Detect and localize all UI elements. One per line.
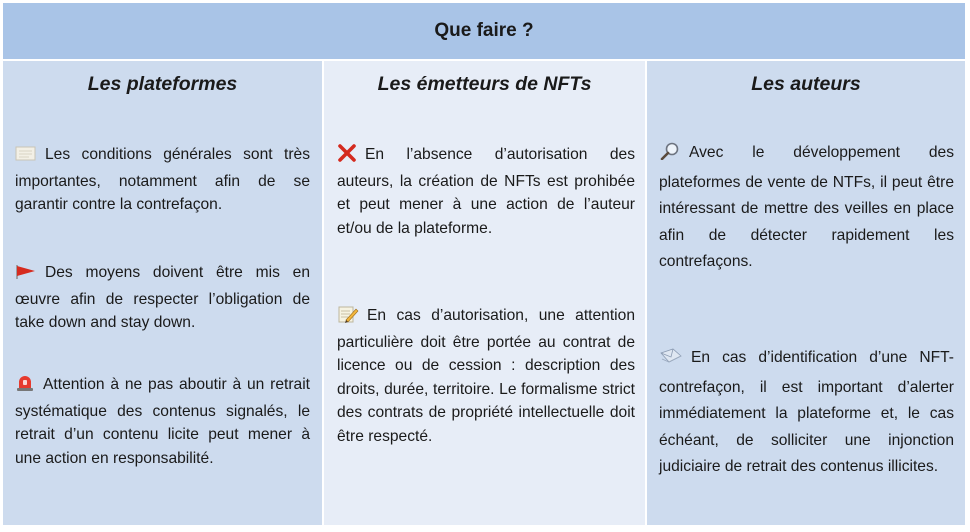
alarm-light-icon — [15, 374, 35, 400]
table-title: Que faire ? — [434, 20, 534, 41]
column-platforms — [3, 61, 322, 525]
red-flag-icon — [15, 264, 37, 288]
recommendations-table — [3, 3, 965, 525]
table-header — [3, 3, 965, 61]
memo-pencil-icon — [337, 305, 359, 331]
authors-item-2-text: En cas d’identification d’une NFT-contrefaçon, il est important d’alerter immédiatement la plateforme et, le cas échéant, de solliciter une injonction judiciaire de retrait des contenus illicites. — [659, 349, 954, 475]
issuers-item-1-text: En l’absence d’autorisation des auteurs, la création de NFTs est prohibée et peut mener à une action de l’auteur et/ou de la plateforme. — [337, 146, 635, 237]
column-title-authors: Les auteurs — [751, 73, 861, 95]
platforms-item-3 — [15, 373, 310, 470]
platforms-item-1 — [15, 143, 310, 217]
red-cross-icon — [337, 144, 357, 170]
issuers-item-2-text: En cas d’autorisation, une attention particulière doit être portée au contrat de licence ou de cession : description des droits, durée, territoire. Le formalisme strict des contrats de propriété intellectuelle doit être respecté. — [337, 307, 635, 445]
authors-item-1 — [659, 140, 954, 276]
column-authors — [647, 61, 965, 525]
authors-item-1-text: Avec le développement des plateformes de vente de NTFs, il peut être intéressant de mettre des veilles en place afin de détecter rapidement les contrefaçons. — [659, 144, 954, 270]
platforms-item-3-text: Attention à ne pas aboutir à un retrait systématique des contenus signalés, le retrait d’un contenu licite peut mener à une action en responsabilité. — [15, 376, 310, 467]
issuers-item-2 — [337, 304, 635, 448]
platforms-item-2 — [15, 261, 310, 335]
platforms-item-1-text: Les conditions générales sont très importantes, notamment afin de se garantir contre la contrefaçon. — [15, 146, 310, 213]
issuers-item-1 — [337, 143, 635, 240]
column-nft-issuers — [324, 61, 645, 525]
column-title-nft-issuers: Les émetteurs de NFTs — [377, 73, 592, 95]
envelope-icon — [659, 347, 683, 375]
scroll-icon — [15, 145, 37, 170]
platforms-item-2-text: Des moyens doivent être mis en œuvre afin de respecter l’obligation de take down and stay down. — [15, 264, 310, 331]
authors-item-2 — [659, 345, 954, 481]
column-title-platforms: Les plateformes — [87, 73, 238, 95]
magnifier-icon — [659, 142, 681, 170]
